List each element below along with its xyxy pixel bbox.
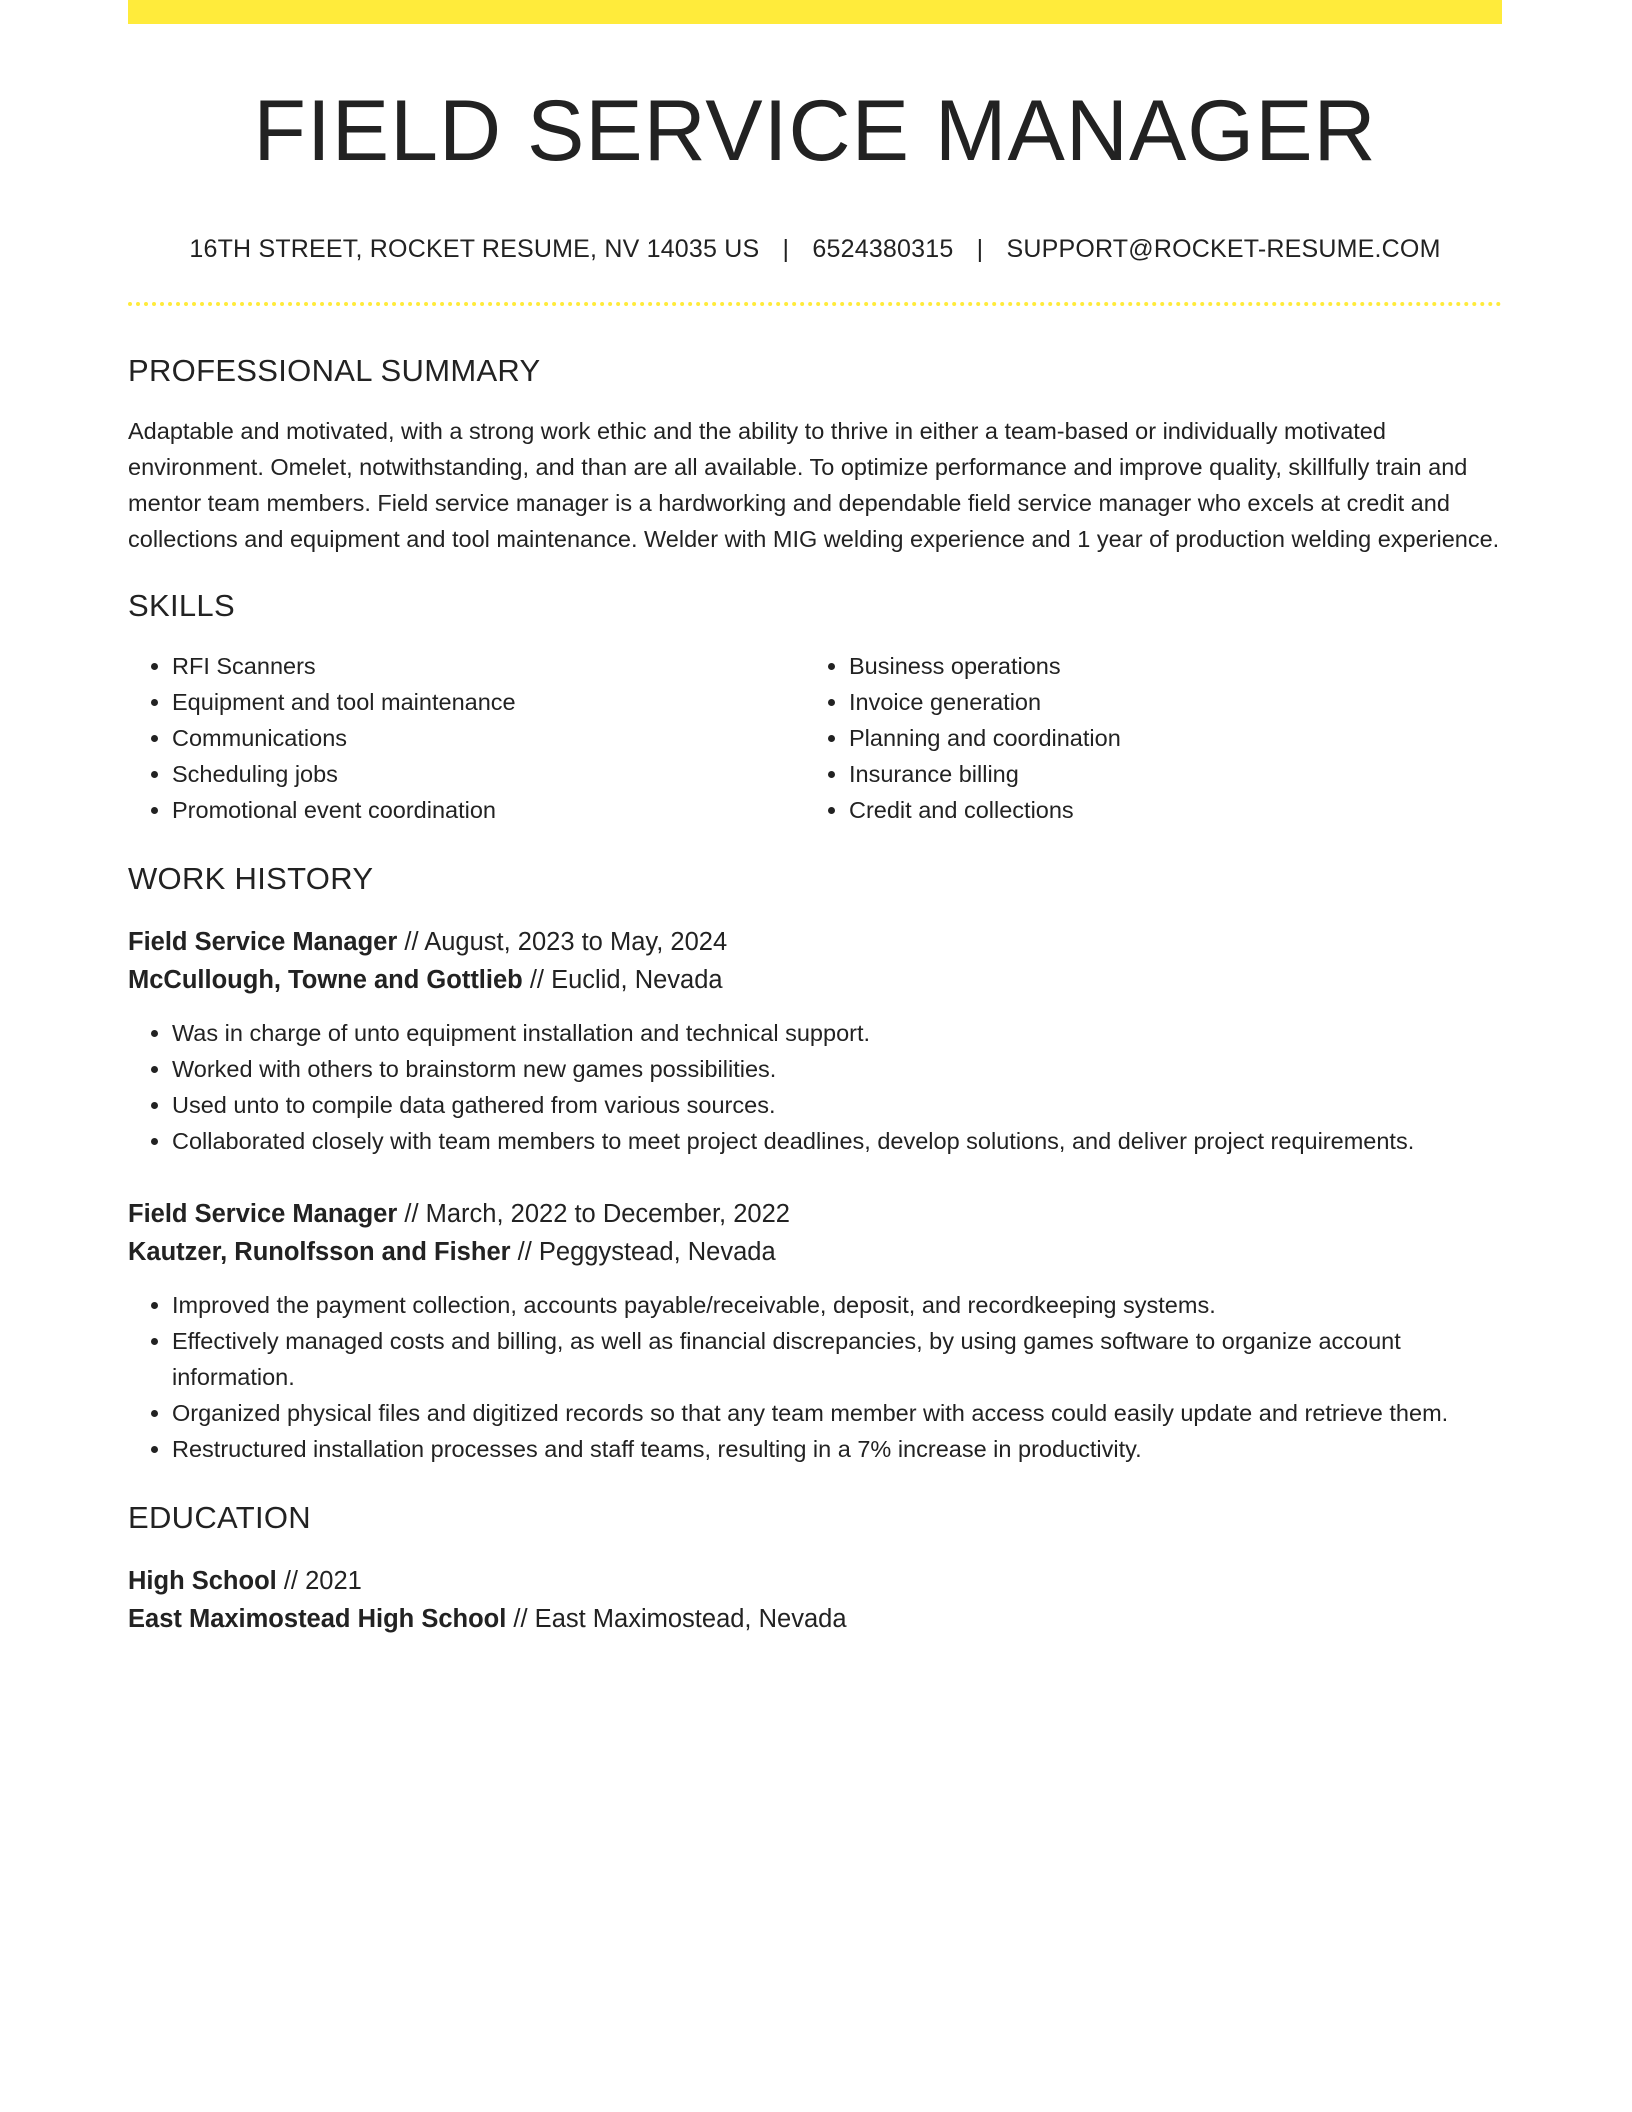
job-company-line (128, 961, 1502, 999)
job-dates: // March, 2022 to December, 2022 (397, 1200, 790, 1229)
school-name: East Maximostead High School (128, 1605, 507, 1634)
education-section (128, 1499, 1502, 1638)
education-entry (128, 1562, 1502, 1638)
skills-grid (128, 648, 1502, 828)
contact-separator: | (782, 234, 790, 263)
contact-address: 16TH STREET, ROCKET RESUME, NV 14035 US (189, 234, 760, 263)
skill-item: • Invoice generation (849, 684, 1502, 720)
job-title: Field Service Manager (128, 928, 398, 957)
job-bullet: • Improved the payment collection, accounts payable/receivable, deposit, and recordkeeping systems. (172, 1287, 1502, 1323)
job-bullet: • Restructured installation processes and staff teams, resulting in a 7% increase in productivity. (172, 1431, 1502, 1467)
job-entry (128, 923, 1502, 1159)
skill-item: • Promotional event coordination (172, 792, 805, 828)
contact-phone: 6524380315 (812, 234, 954, 263)
job-company: McCullough, Towne and Gottlieb (128, 966, 523, 995)
skills-list-right (805, 648, 1502, 828)
education-heading: EDUCATION (128, 1500, 311, 1536)
job-title-line (128, 923, 1502, 961)
degree: High School (128, 1567, 277, 1596)
top-accent-bar (128, 0, 1502, 24)
job-company-line (128, 1233, 1502, 1271)
summary-text: Adaptable and motivated, with a strong work ethic and the ability to thrive in either a team-based or individually motivated environment. Omelet, notwithstanding, and than are all available. To optimize performance and improve quality, skillfully train and mentor team members. Field service manager is a hardworking and dependable field service manager who excels at credit and collections and equipment and tool maintenance. Welder with MIG welding experience and 1 year of production welding experience. (128, 417, 1500, 552)
job-bullets (128, 1015, 1502, 1159)
summary-heading: PROFESSIONAL SUMMARY (128, 352, 541, 388)
resume-page (128, 0, 1502, 1638)
job-bullet: • Collaborated closely with team members to meet project deadlines, develop solutions, and deliver project requirements. (172, 1123, 1502, 1159)
skill-item: • Insurance billing (849, 756, 1502, 792)
skill-item: • Equipment and tool maintenance (172, 684, 805, 720)
skills-section (128, 587, 1502, 828)
job-location: // Euclid, Nevada (522, 966, 723, 995)
graduation-year: // 2021 (276, 1567, 362, 1596)
job-dates: // August, 2023 to May, 2024 (397, 928, 728, 957)
skill-item: • Communications (172, 720, 805, 756)
job-bullet: • Used unto to compile data gathered from various sources. (172, 1087, 1502, 1123)
skill-item: • Scheduling jobs (172, 756, 805, 792)
work-history-heading: WORK HISTORY (128, 860, 374, 896)
summary-section (128, 352, 1502, 557)
skills-heading: SKILLS (128, 587, 235, 623)
skill-item: • Credit and collections (849, 792, 1502, 828)
skill-item: • Business operations (849, 648, 1502, 684)
skill-item: • RFI Scanners (172, 648, 805, 684)
skills-list-left (128, 648, 805, 828)
job-company: Kautzer, Runolfsson and Fisher (128, 1238, 511, 1267)
job-bullets (128, 1287, 1502, 1467)
job-title-line (128, 1195, 1502, 1233)
degree-line (128, 1562, 1502, 1600)
school-line (128, 1600, 1502, 1638)
resume-title: FIELD SERVICE MANAGER (253, 83, 1377, 179)
dotted-divider (128, 302, 1502, 306)
contact-email: SUPPORT@ROCKET-RESUME.COM (1006, 234, 1441, 263)
job-bullet: • Was in charge of unto equipment installation and technical support. (172, 1015, 1502, 1051)
work-history-section (128, 860, 1502, 1467)
job-bullet: • Worked with others to brainstorm new games possibilities. (172, 1051, 1502, 1087)
job-bullet: • Effectively managed costs and billing, as well as financial discrepancies, by using games software to organize account information. (172, 1323, 1502, 1395)
contact-separator: | (976, 234, 984, 263)
school-location: // East Maximostead, Nevada (506, 1605, 847, 1634)
skill-item: • Planning and coordination (849, 720, 1502, 756)
job-title: Field Service Manager (128, 1200, 398, 1229)
job-entry (128, 1195, 1502, 1467)
contact-line (128, 235, 1502, 264)
job-location: // Peggystead, Nevada (510, 1238, 776, 1267)
job-bullet: • Organized physical files and digitized records so that any team member with access could easily update and retrieve them. (172, 1395, 1502, 1431)
